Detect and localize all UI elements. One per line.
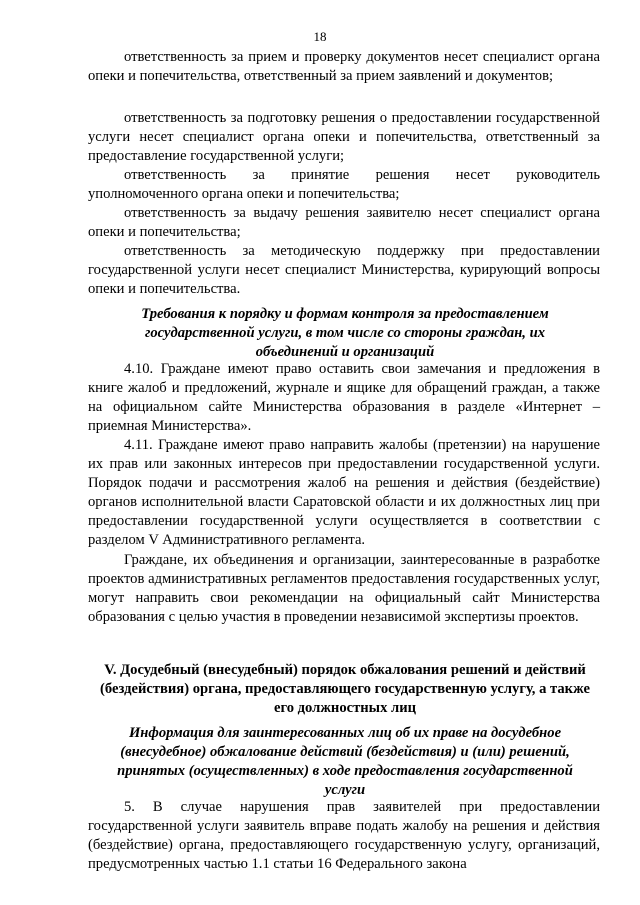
paragraph-citizens: Граждане, их объединения и организации, заинтересованные в разработке проектов административных регламентов предоставления государственных услуг, могут направить свои рекомендации на официальный сайт Министерства образования с целью участия в проведении независимой экспертизы проектов. — [88, 552, 600, 625]
paragraph-5: 5. В случае нарушения прав заявителей при предоставлении государственной услуги заявитель вправе подать жалобу на решения и действия (бездействие) органа, предоставляющего государственную услугу, организаций, предусмотренных частью 1.1 статьи 16 Федерального закона — [88, 799, 600, 872]
paragraph-responsibility-decision: ответственность за принятие решения несет руководитель уполномоченного органа опеки и попечительства; — [88, 167, 600, 202]
paragraph-4-11: 4.11. Граждане имеют право направить жалобы (претензии) на нарушение их прав или законных интересов при предоставлении государственной услуги. Порядок подачи и рассмотрения жалоб на решения и действия (бездействие) органов исполнительной власти Саратовской области и их должностных лиц при предоставлении государственной услуги осуществляется в соответствии с разделом V Административного регламента. — [88, 437, 600, 548]
paragraph-responsibility-methodology: ответственность за методическую поддержку при предоставлении государственной услуги несет специалист Министерства, курирующий вопросы опеки и попечительства. — [88, 243, 600, 297]
paragraph-responsibility-issuance: ответственность за выдачу решения заявителю несет специалист органа опеки и попечительства; — [88, 205, 600, 240]
paragraph-responsibility-preparation: ответственность за подготовку решения о предоставлении государственной услуги несет специалист органа опеки и попечительства, ответственный за предоставление государственной услуги; — [88, 110, 600, 164]
page-number: 18 — [313, 29, 327, 44]
section-v-heading: V. Досудебный (внесудебный) порядок обжалования решений и действий (бездействия) органа, предоставляющего государственную услугу, а также его должностных лиц — [100, 662, 590, 716]
heading-appeal-information: Информация для заинтересованных лиц об их праве на досудебное (внесудебное) обжалование действий (бездействия) и (или) решений, принятых (осуществленных) в ходе предоставления государственной услуги — [117, 725, 573, 798]
heading-control-requirements: Требования к порядку и формам контроля за предоставлением государственной услуги, в том числе со стороны граждан, их объединений и организаций — [141, 306, 549, 360]
paragraph-responsibility-documents: ответственность за прием и проверку документов несет специалист органа опеки и попечительства, ответственный за прием заявлений и документов; — [88, 49, 600, 84]
paragraph-4-10: 4.10. Граждане имеют право оставить свои замечания и предложения в книге жалоб и предложений, журнале и ящике для обращений граждан, а также на официальном сайте Министерства образования в разделе «Интернет – приемная Министерства». — [88, 361, 600, 434]
